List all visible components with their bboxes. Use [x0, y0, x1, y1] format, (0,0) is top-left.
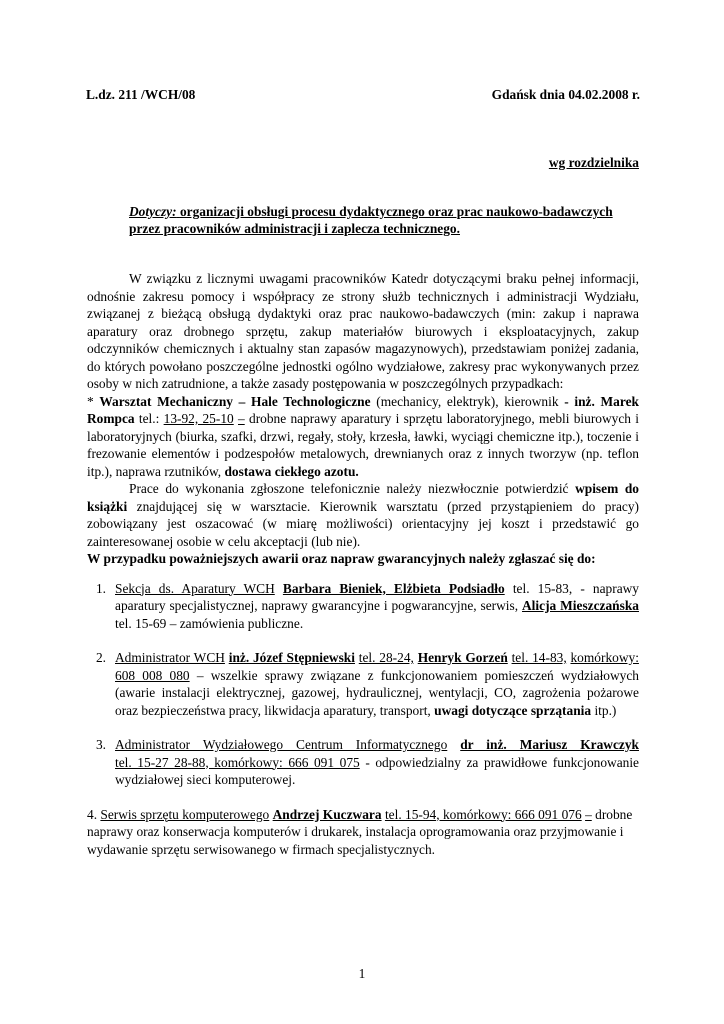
item-person2: Henryk Gorzeń — [417, 650, 508, 665]
item-unit: Administrator Wydziałowego Centrum Informatycznego — [115, 737, 448, 752]
workshop-nitrogen: dostawa ciekłego azotu. — [224, 463, 359, 479]
item-tel: tel. 28-24, — [358, 650, 414, 665]
list-item — [87, 736, 639, 789]
item-phones: tel. 15-27 28-88, komórkowy: 666 091 075 — [115, 754, 360, 770]
workshop-note-part2: znajdującej się w warsztacie. Kierownik warsztatu (przed przystąpieniem do pracy) zobowiązany jest oszacować (w miarę możliwości) orientacyjny jej koszt i przedstawić go zainteresowanej osobie w celu akceptacji (lub nie). — [87, 498, 639, 549]
recipients-line: wg rozdzielnika — [548, 155, 639, 170]
workshop-tel-label: tel.: — [138, 411, 160, 426]
document-reference: L.dz. 211 /WCH/08 — [86, 87, 196, 102]
list-item — [87, 580, 639, 633]
item-person: inż. Józef Stępniewski — [228, 650, 355, 665]
workshop-head-name: Marek Rompca — [87, 393, 639, 426]
item-description: – wszelkie sprawy związane z funkcjonowaniem pomieszczeń wydziałowych (awarie instalacji elektrycznej, gazowej, hydraulicznej, wentylacji, CO, zagrożenia pożarowe oraz bezpieczeństwa pracy, likwidacja aparatury, transport, — [115, 667, 639, 718]
workshop-description: drobne naprawy aparatury i sprzętu laboratoryjnego, mebli biurowych i laboratoryjnych (biurka, szafki, drzwi, regały, stoły, krzesła, ławki, wyciągi chemiczne itp.), toczenie i frezowanie elementów i podzespołów metalowych, drewnianych oraz z innych tworzyw (np. teflon itp.), naprawa rzutników, — [87, 411, 639, 479]
item-4-unit: Serwis sprzętu komputerowego — [100, 806, 270, 822]
workshop-name: Warsztat Mechaniczny – Hale Technologiczne — [99, 393, 371, 409]
subject-lead: Dotyczy: — [129, 204, 177, 219]
item-number: 1. — [95, 580, 106, 596]
item-person: dr inż. Mariusz Krawczyk — [460, 737, 639, 752]
item-mobile: komórkowy: 608 008 080 — [115, 650, 639, 683]
item-persons: Barbara Bieniek, Elżbieta Podsiadło — [282, 580, 505, 596]
item-tel2: tel. 14-83, — [511, 650, 567, 665]
subject-line — [129, 203, 639, 237]
workshop-paragraph — [87, 393, 639, 481]
workshop-dash: – — [238, 411, 245, 426]
page-number: 1 — [358, 966, 366, 981]
list-item — [87, 649, 639, 719]
item-4-paragraph — [87, 806, 639, 859]
workshop-note-bold: wpisem do książki — [87, 481, 639, 514]
item-4-description: drobne naprawy oraz konserwacja komputerów i drukarek, instalacja oprogramowania oraz przyjmowanie i wydawanie sprzętu serwisowanego w firmach specjalistycznych. — [87, 806, 633, 857]
workshop-bullet: * — [87, 393, 94, 409]
workshop-head-title: inż. — [574, 393, 595, 409]
workshop-roles: (mechanicy, elektryk), — [376, 393, 499, 409]
item-person2: Alicja Mieszczańska — [522, 598, 639, 613]
item-4-number: 4. — [87, 806, 98, 822]
item-description2: – zamówienia publiczne. — [169, 615, 304, 631]
item-tel: tel. 15-83, — [512, 580, 573, 596]
workshop-note-part1: Prace do wykonania zgłoszone telefonicznie należy niezwłocznie potwierdzić — [129, 481, 569, 496]
item-description: - naprawy aparatury specjalistycznej, naprawy gwarancyjne i pogwarancyjne, serwis, — [115, 580, 640, 613]
item-unit: Sekcja ds. Aparatury WCH — [115, 580, 275, 596]
contacts-list — [87, 580, 639, 789]
letter-body — [87, 270, 639, 858]
item-4-dash: – — [585, 806, 592, 822]
item-4-person: Andrzej Kuczwara — [272, 806, 382, 822]
subject-text: organizacji obsługi procesu dydaktycznego oraz prac naukowo-badawczych przez pracowników administracji i zaplecza technicznego. — [129, 204, 613, 236]
item-bold-end: uwagi dotyczące sprzątania — [434, 702, 592, 718]
workshop-phones: 13-92, 25-10 — [163, 411, 234, 426]
item-end: itp.) — [594, 702, 617, 718]
item-tel2: tel. 15-69 — [115, 615, 167, 631]
item-number: 2. — [95, 650, 106, 665]
item-number: 3. — [95, 737, 106, 752]
workshop-note — [87, 480, 639, 550]
document-date: Gdańsk dnia 04.02.2008 r. — [491, 87, 640, 102]
workshop-head-dash: - — [564, 393, 569, 409]
workshop-head-label: kierownik — [504, 393, 559, 409]
item-4-phones: tel. 15-94, komórkowy: 666 091 076 — [384, 806, 582, 822]
intro-paragraph: W związku z licznymi uwagami pracowników Katedr dotyczącymi braku pełnej informacji, odnośnie zakresu pomocy i współpracy ze strony służb technicznych i administracji Wydziału, związanej z bieżącą obsługą dydaktyki oraz prac naukowo-badawczych (min: zakup i naprawa aparatury oraz drobnego sprzętu, zakup materiałów biurowych i eksploatacyjnych, zakup odczynników chemicznych i aktualny stan zapasów magazynowych), przedstawiam poniżej zadania, do których powołano poszczególne jednostki ogólno wydziałowe, zakresy prac wykonywanych przez osoby w nich zatrudnione, a także zasady postępowania w poszczególnych przypadkach: — [87, 271, 639, 391]
item-description: - odpowiedzialny za prawidłowe funkcjonowanie wydziałowej sieci komputerowej. — [115, 754, 640, 787]
item-unit: Administrator WCH — [115, 650, 225, 665]
failures-heading: W przypadku poważniejszych awarii oraz napraw gwarancyjnych należy zgłaszać się do: — [87, 551, 596, 566]
